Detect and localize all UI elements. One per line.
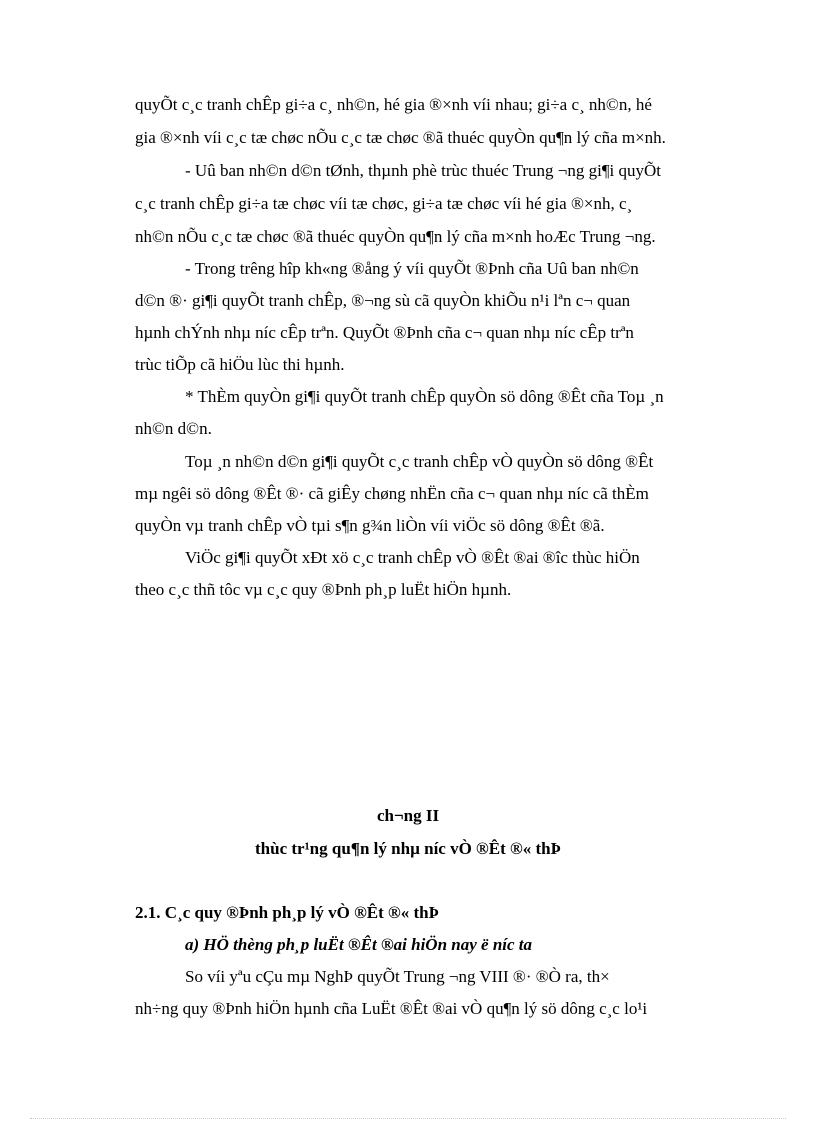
body-line: nh÷ng quy ®Þnh hiÖn hµnh cña LuËt ®Êt ®ai vÒ qu¶n lý sö dông c¸c lo¹i (135, 999, 648, 1018)
body-line: mµ ngêi sö dông ®Êt ®· cã giÊy chøng nhËn cña c¬ quan nhµ níc cã thÈm (135, 484, 649, 503)
body-line: * ThÈm quyÒn gi¶i quyÕt tranh chÊp quyÒn sö dông ®Êt cña Toµ ¸n (185, 387, 664, 406)
body-line: hµnh chÝnh nhµ níc cÊp trªn. QuyÕt ®Þnh cña c¬ quan nhµ níc cÊp trªn (135, 323, 634, 342)
page-bottom-divider (30, 1118, 786, 1119)
chapter-title: thùc tr¹ng qu¶n lý nhµ níc vÒ ®Êt ®« thÞ (255, 839, 561, 858)
chapter-number: ch¬ng II (376, 806, 440, 825)
section-heading: 2.1. C¸c quy ®Þnh ph¸p lý vÒ ®Êt ®« thÞ (135, 903, 440, 922)
body-line: So víi yªu cÇu mµ NghÞ quyÕt Trung ¬ng VIII ®· ®Ò ra, th× (185, 967, 610, 986)
body-line: - Trong trêng hîp kh«ng ®ång ý víi quyÕt ®Þnh cña Uû ban nh©n (185, 259, 639, 278)
body-line: ViÖc gi¶i quyÕt xÐt xö c¸c tranh chÊp vÒ ®Êt ®ai ®îc thùc hiÖn (185, 548, 640, 567)
body-line: quyÒn vµ tranh chÊp vÒ tµi s¶n g¾n liÒn víi viÖc sö dông ®Êt ®ã. (135, 516, 605, 535)
body-line: nh©n nÕu c¸c tæ chøc ®ã thuéc quyÒn qu¶n lý cña m×nh hoÆc Trung ¬ng. (135, 227, 656, 246)
body-line: d©n ®· gi¶i quyÕt tranh chÊp, ®¬ng sù cã quyÒn khiÕu n¹i lªn c¬ quan (135, 291, 631, 310)
body-line: trùc tiÕp cã hiÖu lùc thi hµnh. (135, 355, 345, 374)
body-line: gia ®×nh víi c¸c tæ chøc nÕu c¸c tæ chøc ®ã thuéc quyÒn qu¶n lý cña m×nh. (135, 128, 666, 147)
body-line: Toµ ¸n nh©n d©n gi¶i quyÕt c¸c tranh chÊp vÒ quyÒn sö dông ®Êt (185, 452, 654, 471)
body-line: nh©n d©n. (135, 419, 212, 438)
body-line: c¸c tranh chÊp gi÷a tæ chøc víi tæ chøc, gi÷a tæ chøc víi hé gia ®×nh, c¸ (135, 194, 633, 213)
body-line: theo c¸c thñ tôc vµ c¸c quy ®Þnh ph¸p luËt hiÖn hµnh. (135, 580, 512, 599)
body-line: quyÕt c¸c tranh chÊp gi÷a c¸ nh©n, hé gia ®×nh víi nhau; gi÷a c¸ nh©n, hé (135, 95, 652, 114)
body-line: - Uû ban nh©n d©n tØnh, thµnh phè trùc thuéc Trung ¬ng gi¶i quyÕt (185, 161, 661, 180)
section-subheading: a) HÖ thèng ph¸p luËt ®Êt ®ai hiÖn nay ë níc ta (185, 935, 533, 954)
